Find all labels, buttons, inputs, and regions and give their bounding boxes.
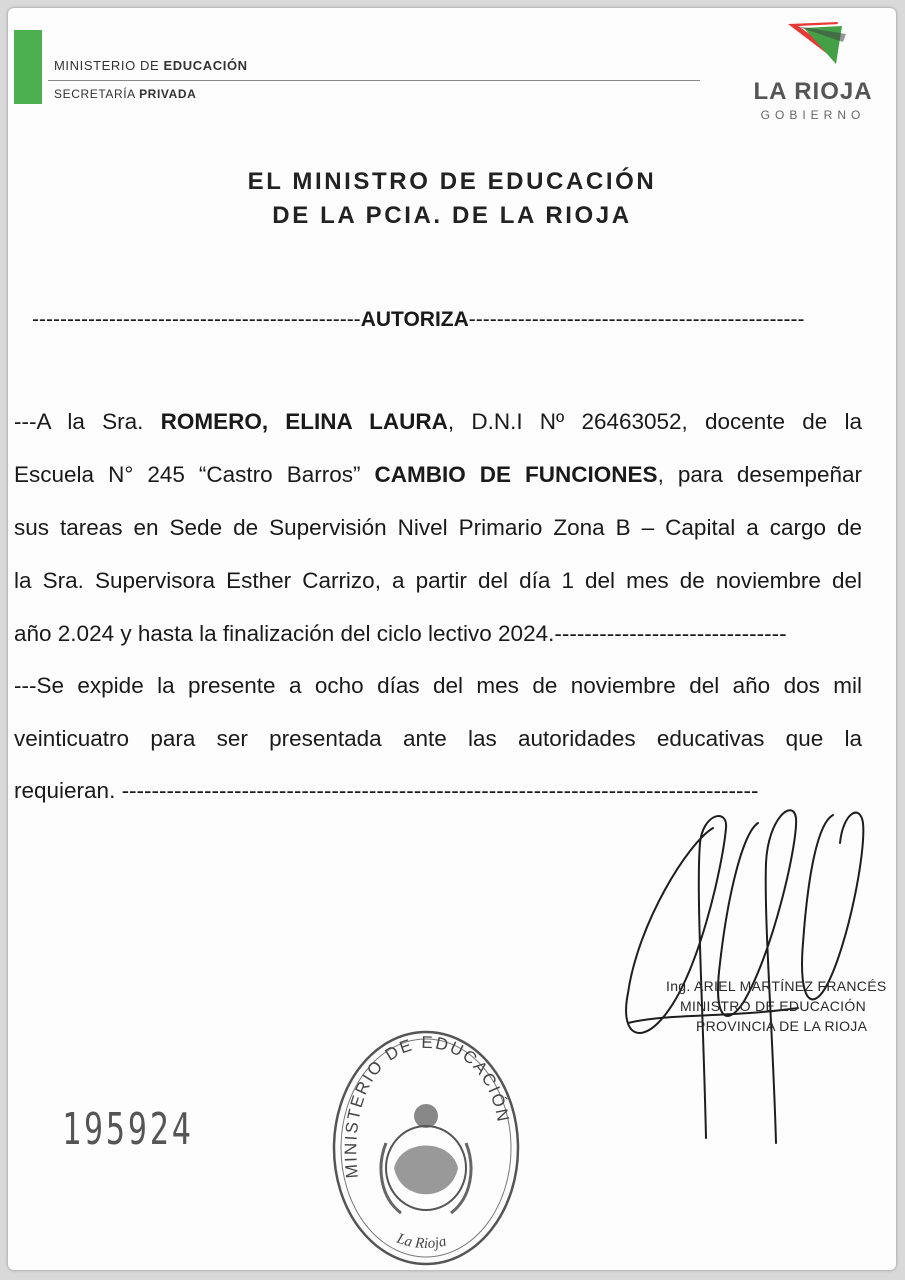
- secretary-name: SECRETARÍA PRIVADA: [54, 87, 197, 101]
- section-heading: -----------------------------------------------AUTORIZA------------------------------------------------: [32, 308, 805, 331]
- body-line: veinticuatro para ser presentada ante las autoridades educativas que la: [14, 726, 862, 751]
- logo-main-text: LA RIOJA: [753, 78, 873, 105]
- title-line-1: EL MINISTRO DE EDUCACIÓN: [247, 168, 657, 195]
- change-of-functions: CAMBIO DE FUNCIONES: [374, 462, 658, 487]
- coat-of-arms-icon: [381, 1104, 471, 1213]
- body-line: sus tareas en Sede de Supervisión Nivel Primario Zona B – Capital a cargo de: [14, 515, 862, 540]
- reference-number: 195924: [62, 1104, 194, 1155]
- body-line: requieran. -------------------------------------------------------------------------------------: [14, 778, 759, 803]
- body-line: ---A la Sra. ROMERO, ELINA LAURA, D.N.I Nº 26463052, docente de la: [14, 409, 862, 434]
- official-stamp: [326, 1028, 526, 1270]
- header-divider: [48, 80, 700, 81]
- ministry-name: MINISTERIO DE EDUCACIÓN: [54, 58, 248, 73]
- autoriza-label: AUTORIZA: [360, 308, 469, 331]
- svg-text:La Rioja: [394, 1230, 448, 1252]
- stamp-arc-text: MINISTERIO DE EDUCACIÓN: [341, 1032, 513, 1180]
- signer-name: Ing. ARIEL MARTÍNEZ FRANCÉS: [666, 978, 887, 994]
- logo-sub-text: GOBIERNO: [760, 108, 866, 122]
- person-name: ROMERO, ELINA LAURA: [160, 409, 448, 434]
- body-line: ---Se expide la presente a ocho días del mes de noviembre del año dos mil: [14, 673, 862, 698]
- body-line: año 2.024 y hasta la finalización del ciclo lectivo 2024.-------------------------------: [14, 621, 787, 646]
- logo-mark-icon: [738, 16, 888, 86]
- signer-role: MINISTRO DE EDUCACIÓN: [680, 998, 866, 1014]
- signature-block: [666, 976, 887, 1036]
- stamp-bottom-text: La Rioja: [394, 1230, 448, 1253]
- body-line: la Sra. Supervisora Esther Carrizo, a partir del día 1 del mes de noviembre del: [14, 568, 862, 593]
- header-green-bar: [14, 30, 42, 104]
- signer-province: PROVINCIA DE LA RIOJA: [696, 1018, 868, 1034]
- title-line-2: DE LA PCIA. DE LA RIOJA: [272, 202, 632, 229]
- document-page: [8, 8, 896, 1270]
- body-line: Escuela N° 245 “Castro Barros” CAMBIO DE FUNCIONES, para desempeñar: [14, 462, 862, 487]
- la-rioja-logo: [738, 16, 888, 126]
